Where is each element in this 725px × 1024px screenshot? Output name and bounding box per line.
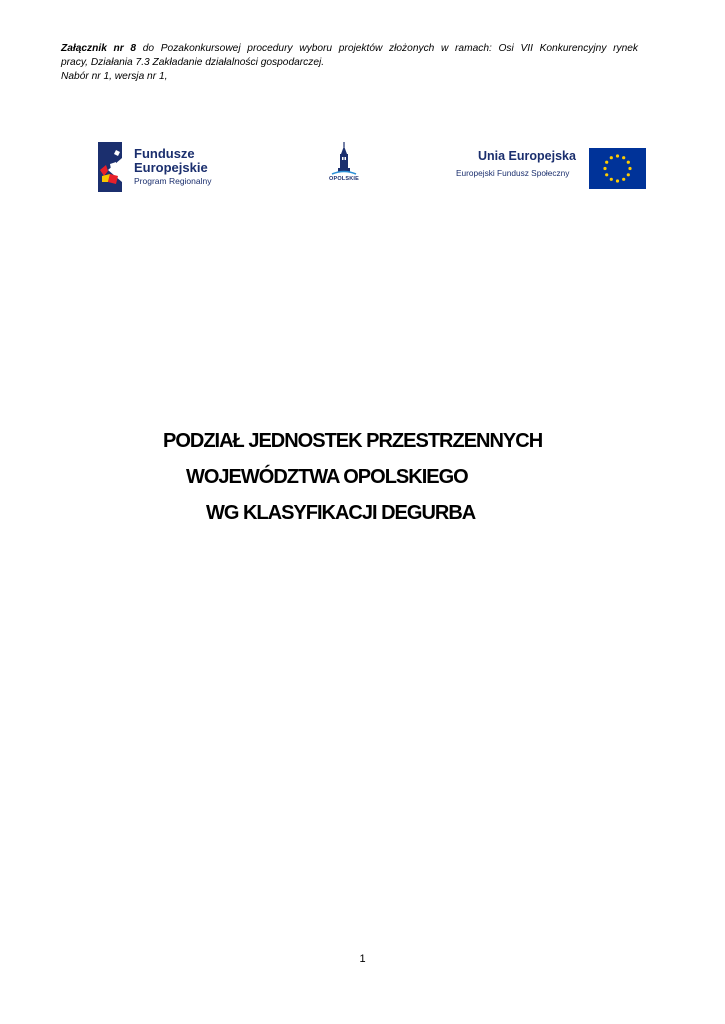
fe-line-2: Europejskie bbox=[134, 160, 208, 175]
eu-flag-icon bbox=[589, 148, 646, 189]
fundusze-europejskie-icon bbox=[96, 140, 132, 194]
header-line-1-text: do Pozakonkursowej procedury wyboru projektów złożonych w ramach: Osi VII Konkurencyjny rynek bbox=[136, 43, 639, 54]
ue-wordmark bbox=[456, 148, 576, 180]
header-line-1 bbox=[61, 42, 638, 56]
fundusze-europejskie-logo bbox=[96, 140, 226, 194]
ue-line-2: Europejski Fundusz Społeczny bbox=[456, 168, 570, 178]
page-number: 1 bbox=[359, 953, 366, 965]
title-line-3: WG KLASYFIKACJI DEGURBA bbox=[206, 502, 476, 524]
ue-line-1: Unia Europejska bbox=[478, 149, 576, 163]
opolskie-name: OPOLSKIE bbox=[328, 176, 360, 182]
title-line-1: PODZIAŁ JEDNOSTEK PRZESTRZENNYCH bbox=[163, 430, 543, 452]
attachment-number: Załącznik nr 8 bbox=[61, 43, 137, 54]
fe-line-3: Program Regionalny bbox=[134, 176, 212, 186]
unia-europejska-logo bbox=[456, 148, 648, 190]
header-line-3: Nabór nr 1, wersja nr 1, bbox=[61, 71, 168, 82]
opolskie-tower-icon bbox=[326, 142, 362, 176]
document-header bbox=[61, 42, 638, 84]
fe-line-1: Fundusze bbox=[134, 146, 195, 161]
header-line-2: pracy, Działania 7.3 Zakładanie działalności gospodarczej. bbox=[61, 57, 325, 68]
fundusze-europejskie-wordmark bbox=[134, 147, 211, 187]
opolskie-logo bbox=[326, 142, 362, 190]
title-line-2: WOJEWÓDZTWA OPOLSKIEGO bbox=[186, 466, 468, 488]
